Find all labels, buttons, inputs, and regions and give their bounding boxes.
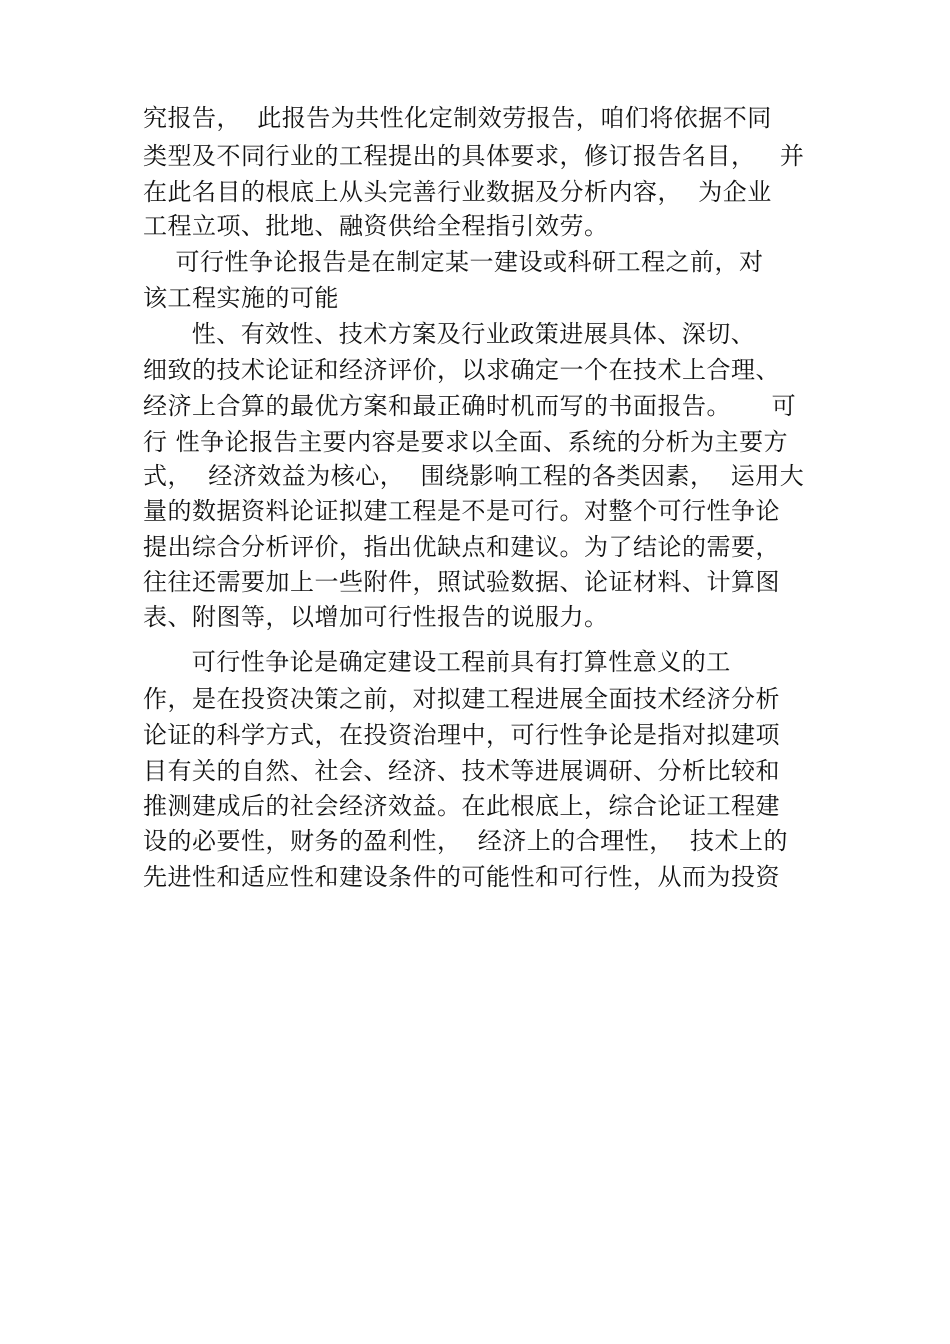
text-line: 设的必要性，财务的盈利性， 经济上的合理性， 技术上的	[143, 827, 789, 855]
text-line: 行 性争论报告主要内容是要求以全面、系统的分析为主要方	[143, 428, 789, 456]
text-line: 可行性争论是确定建设工程前具有打算性意义的工	[143, 648, 731, 676]
text-line: 类型及不同行业的工程提出的具体要求，修订报告名目， 并	[143, 142, 805, 170]
text-line: 性、有效性、技术方案及行业政策进展具体、深切、	[143, 320, 756, 348]
text-line: 式， 经济效益为核心， 围绕影响工程的各类因素， 运用大	[143, 462, 805, 490]
text-line: 在此名目的根底上从头完善行业数据及分析内容， 为企业	[143, 178, 772, 206]
text-line: 经济上合算的最优方案和最正确时机而写的书面报告。 可	[143, 392, 797, 420]
text-line: 细致的技术论证和经济评价，以求确定一个在技术上合理、	[143, 356, 780, 384]
text-line: 量的数据资料论证拟建工程是不是可行。对整个可行性争论	[143, 497, 780, 525]
text-line: 工程立项、批地、融资供给全程指引效劳。	[143, 212, 609, 240]
text-line: 表、附图等，以增加可行性报告的说服力。	[143, 603, 609, 631]
text-line: 可行性争论报告是在制定某一建设或科研工程之前，对	[143, 248, 764, 276]
text-line: 提出综合分析评价，指出优缺点和建议。为了结论的需要，	[143, 533, 780, 561]
text-line: 作，是在投资决策之前，对拟建工程进展全面技术经济分析	[143, 685, 780, 713]
text-line: 先进性和适应性和建设条件的可能性和可行性，从而为投资	[143, 863, 780, 891]
text-line: 往往还需要加上一些附件，照试验数据、论证材料、计算图	[143, 568, 780, 596]
text-line: 论证的科学方式，在投资治理中，可行性争论是指对拟建项	[143, 721, 780, 749]
text-line: 该工程实施的可能	[143, 284, 339, 312]
text-line: 究报告， 此报告为共性化定制效劳报告，咱们将依据不同	[143, 104, 772, 132]
text-line: 目有关的自然、社会、经济、技术等进展调研、分析比较和	[143, 757, 780, 785]
text-line: 推测建成后的社会经济效益。在此根底上，综合论证工程建	[143, 792, 780, 820]
